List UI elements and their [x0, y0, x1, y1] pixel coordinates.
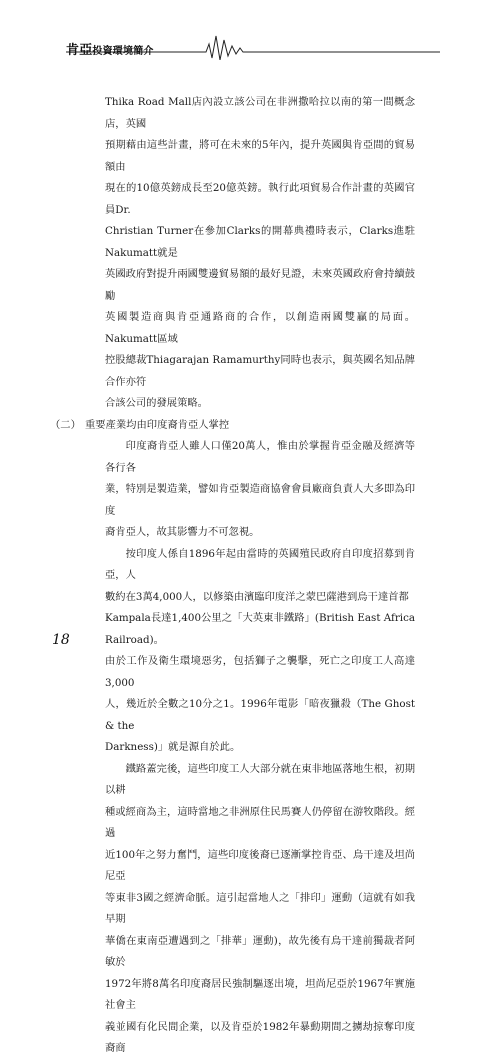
- text-line: Kampala長達1,400公里之「大英東非鐵路」(British East Africa Railroad)。: [105, 612, 415, 646]
- text-line: 現在的10億英鎊成長至20億英鎊。執行此項貿易合作計畫的英國官員Dr.: [105, 182, 415, 216]
- text-line: 數約在3萬4,000人，以修築由濱臨印度洋之蒙巴薩港到烏干達首都: [105, 590, 409, 603]
- text-line: 鐵路蓋完後，這些印度工人大部分就在東非地區落地生根，初期以耕: [105, 762, 415, 796]
- text-line: 英國政府對提升兩國雙邊貿易額的最好見證，未來英國政府會持續鼓勵: [105, 268, 415, 302]
- text-line: 等東非3國之經濟命脈。這引起當地人之「排印」運動（這就有如我早期: [105, 891, 415, 925]
- paragraph-2: [70, 544, 415, 759]
- page-header: [0, 0, 480, 60]
- text-line: 人，幾近於全數之10分之1。1996年電影「暗夜獵殺（The Ghost & the: [105, 698, 415, 732]
- text-line: 華僑在東南亞遭遇到之「排華」運動)，故先後有烏干達前獨裁者阿敏於: [105, 934, 415, 968]
- page-content: [50, 92, 415, 1060]
- text-line: 預期藉由這些計畫，將可在未來的5年內，提升英國與肯亞間的貿易額由: [105, 139, 415, 173]
- text-line: 英國製造商與肯亞通路商的合作，以創造兩國雙贏的局面。Nakumatt區域: [105, 311, 415, 345]
- section-heading: [50, 415, 415, 437]
- text-line: 近100年之努力奮鬥，這些印度後裔已逐漸掌控肯亞、烏干達及坦尚尼亞: [105, 848, 415, 882]
- text-line: 裔肯亞人，故其影響力不可忽視。: [105, 526, 260, 538]
- text-line: 業，特別是製造業，譬如肯亞製造商協會會員廠商負責人大多即為印度: [105, 483, 415, 517]
- text-line: Darkness)」就是源自於此。: [105, 741, 241, 753]
- page-number: 18: [52, 632, 70, 648]
- paragraph-1: [70, 436, 415, 544]
- text-line: 義並國有化民間企業，以及肯亞於1982年暴動期間之擄劫掠奪印度裔商: [105, 1020, 415, 1054]
- section-title: 重要產業均由印度裔肯亞人掌控: [85, 418, 230, 431]
- text-line: 合該公司的發展策略。: [105, 397, 208, 409]
- paragraph-3: [70, 759, 415, 1060]
- header-title: [66, 39, 154, 58]
- header-title-main: 肯亞: [66, 43, 93, 58]
- text-line: 印度裔肯亞人雖人口僅20萬人，惟由於掌握肯亞金融及經濟等各行各: [105, 440, 415, 474]
- section-number: （二）: [50, 418, 81, 431]
- text-line: 控股總裁Thiagarajan Ramamurthy同時也表示，與英國名知品牌合作亦符: [105, 354, 415, 388]
- text-line: 由於工作及衛生環境惡劣，包括獅子之襲擊，死亡之印度工人高達3,000: [105, 655, 415, 689]
- header-title-sub: 投資環境簡介: [92, 46, 154, 57]
- paragraph-top: [70, 92, 415, 415]
- text-line: Thika Road Mall店內設立該公司在非洲撒哈拉以南的第一間概念店，英國: [105, 96, 415, 130]
- text-line: 1972年將8萬名印度裔居民強制驅逐出境，坦尚尼亞於1967年實施社會主: [105, 977, 415, 1011]
- text-line: Christian Turner在參加Clarks的開幕典禮時表示，Clarks進駐Nakumatt就是: [105, 225, 415, 259]
- text-line: 按印度人係自1896年起由當時的英國殖民政府自印度招募到肯亞，人: [105, 547, 415, 581]
- text-line: 種或經商為主，這時當地之非洲原住民馬賽人仍停留在游牧階段。經過: [105, 805, 415, 839]
